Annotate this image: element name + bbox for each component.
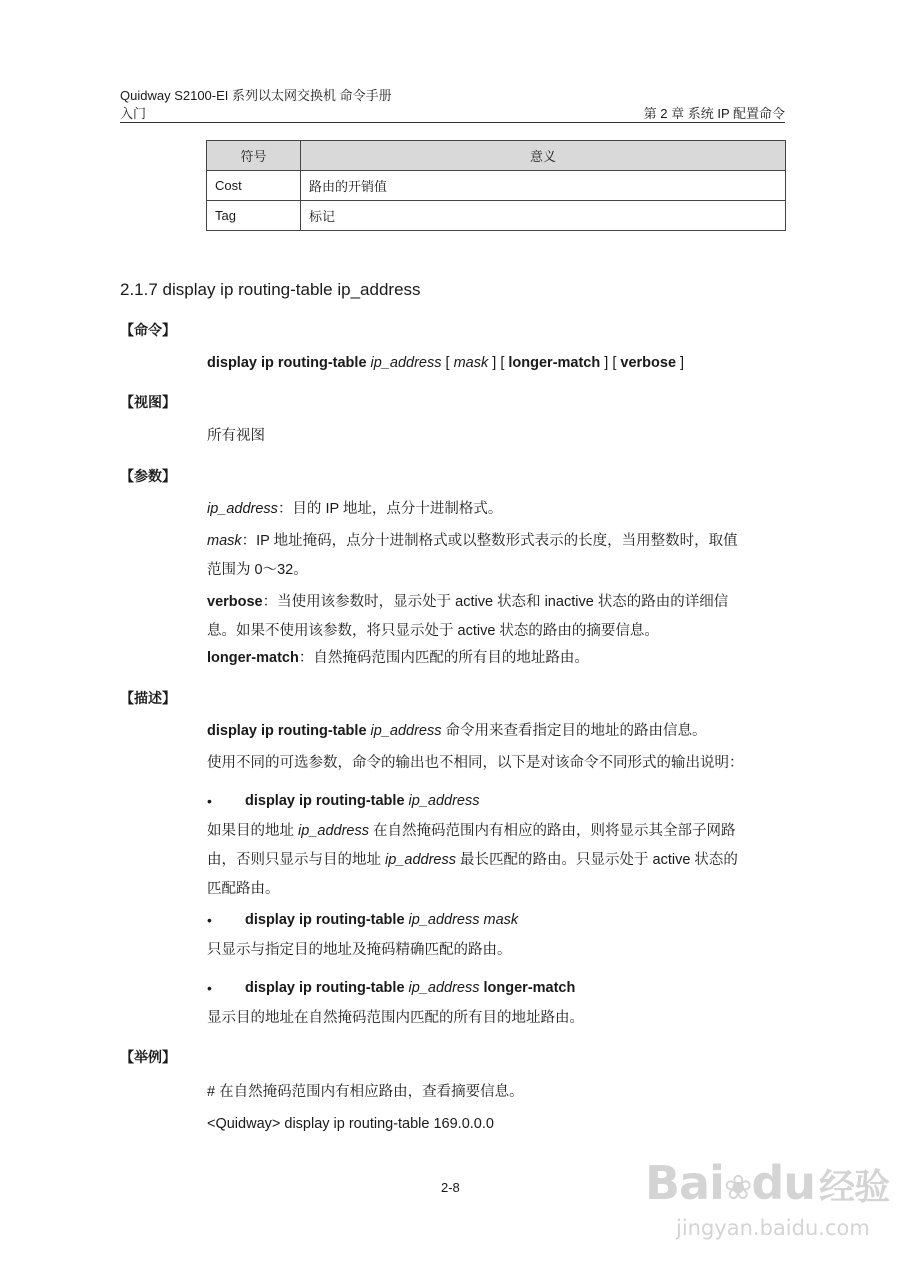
table-row: [207, 171, 786, 201]
param-verbose: [207, 588, 785, 646]
desc-line-2: 使用不同的可选参数，命令的输出也不相同，以下是对该命令不同形式的输出说明：: [207, 755, 744, 771]
table-cell: 路由的开销值: [301, 171, 786, 201]
watermark-brand-cn: 经验: [819, 1167, 890, 1208]
text-fragment: 由，否则只显示与目的地址: [207, 852, 386, 868]
cmd-keyword: display ip routing-table: [207, 355, 367, 371]
param-desc: ：自然掩码范围内匹配的所有目的地址路由。: [298, 650, 589, 666]
label-example: 【举例】: [120, 1049, 176, 1065]
bullet-3-text: 显示目的地址在自然掩码范围内匹配的所有目的地址路由。: [207, 1010, 584, 1026]
cmd-bracket: ] [: [604, 355, 617, 371]
example-cmdline: <Quidway> display ip routing-table 169.0.0.0: [207, 1116, 494, 1132]
header-chapter: 第 2 章 系统 IP 配置命令: [643, 106, 785, 121]
text-fragment: 在自然掩码范围内有相应的路由，则将显示其全部子网路: [368, 823, 736, 839]
view-text: 所有视图: [207, 428, 265, 444]
bullet-3-title: [245, 974, 575, 1003]
cmd-bracket: ] [: [492, 355, 505, 371]
param-name: longer-match: [207, 650, 299, 666]
param-ip-address: [207, 495, 785, 524]
desc-text: 命令用来查看指定目的地址的路由信息。: [441, 723, 707, 739]
cmd-longer-match: longer-match: [508, 355, 601, 371]
desc-line-1: [207, 717, 785, 746]
bullet-icon: •: [207, 793, 212, 809]
param-name: ip_address: [207, 501, 278, 517]
bullet-arg: ip_address: [408, 980, 480, 996]
param-desc: 范围为 0～32。: [207, 562, 308, 578]
param-longer-match: [207, 644, 785, 673]
bullet-opt: longer-match: [483, 980, 576, 996]
cmd-bracket: ]: [680, 355, 685, 371]
label-command: 【命令】: [120, 322, 176, 338]
label-desc: 【描述】: [120, 690, 176, 706]
bullet-icon: •: [207, 912, 212, 928]
section-title: 2.1.7 display ip routing-table ip_address: [120, 280, 421, 299]
watermark-brand2: du: [751, 1156, 816, 1210]
cmd-bracket: [: [445, 355, 450, 371]
cmd-arg: ip_address: [370, 355, 442, 371]
text-fragment: 匹配路由。: [207, 881, 280, 897]
desc-cmd: display ip routing-table: [207, 723, 367, 739]
cmd-verbose: verbose: [620, 355, 677, 371]
bullet-cmd: display ip routing-table: [245, 980, 405, 996]
table-header-row: [207, 141, 786, 171]
text-arg: ip_address: [385, 852, 456, 868]
bullet-2-text: 只显示与指定目的地址及掩码精确匹配的路由。: [207, 942, 512, 958]
bullet-2-title: [245, 906, 518, 935]
param-desc: ：目的 IP 地址，点分十进制格式。: [277, 501, 503, 517]
text-fragment: 最长匹配的路由。只显示处于 active 状态的: [455, 852, 738, 868]
example-comment: # 在自然掩码范围内有相应路由，查看摘要信息。: [207, 1084, 524, 1100]
page-number: 2-8: [441, 1180, 460, 1195]
label-view: 【视图】: [120, 394, 176, 410]
watermark-logo: [645, 1156, 889, 1210]
header-rule: [120, 122, 785, 123]
text-fragment: 如果目的地址: [207, 823, 299, 839]
bullet-arg: ip_address: [408, 793, 480, 809]
cmd-mask: mask: [453, 355, 489, 371]
text-arg: ip_address: [298, 823, 369, 839]
watermark-url: jingyan.baidu.com: [676, 1216, 870, 1240]
param-name: verbose: [207, 594, 263, 610]
symbol-table: [206, 140, 786, 231]
header-product: Quidway S2100-EI 系列以太网交换机 命令手册: [120, 88, 392, 103]
bullet-1-text: [207, 817, 785, 904]
bullet-arg: ip_address mask: [408, 912, 519, 928]
paw-icon: ❀: [723, 1168, 752, 1208]
table-cell: 标记: [301, 201, 786, 231]
bullet-cmd: display ip routing-table: [245, 912, 405, 928]
param-desc: ：IP 地址掩码，点分十进制格式或以整数形式表示的长度，当用整数时，取值: [241, 533, 738, 549]
bullet-1-title: [245, 787, 479, 816]
table-header: 意义: [301, 141, 786, 171]
param-desc: ：当使用该参数时，显示处于 active 状态和 inactive 状态的路由的详细信: [262, 594, 729, 610]
param-mask: [207, 527, 785, 585]
watermark-brand: Bai: [645, 1156, 724, 1210]
command-syntax: [207, 349, 785, 378]
param-name: mask: [207, 533, 242, 549]
table-cell: Cost: [207, 171, 301, 201]
param-desc: 息。如果不使用该参数，将只显示处于 active 状态的路由的摘要信息。: [207, 623, 659, 639]
header-section: 入门: [120, 106, 147, 121]
desc-arg: ip_address: [370, 723, 442, 739]
bullet-icon: •: [207, 980, 212, 996]
table-header: 符号: [207, 141, 301, 171]
bullet-cmd: display ip routing-table: [245, 793, 405, 809]
label-params: 【参数】: [120, 468, 176, 484]
table-cell: Tag: [207, 201, 301, 231]
table-row: [207, 201, 786, 231]
